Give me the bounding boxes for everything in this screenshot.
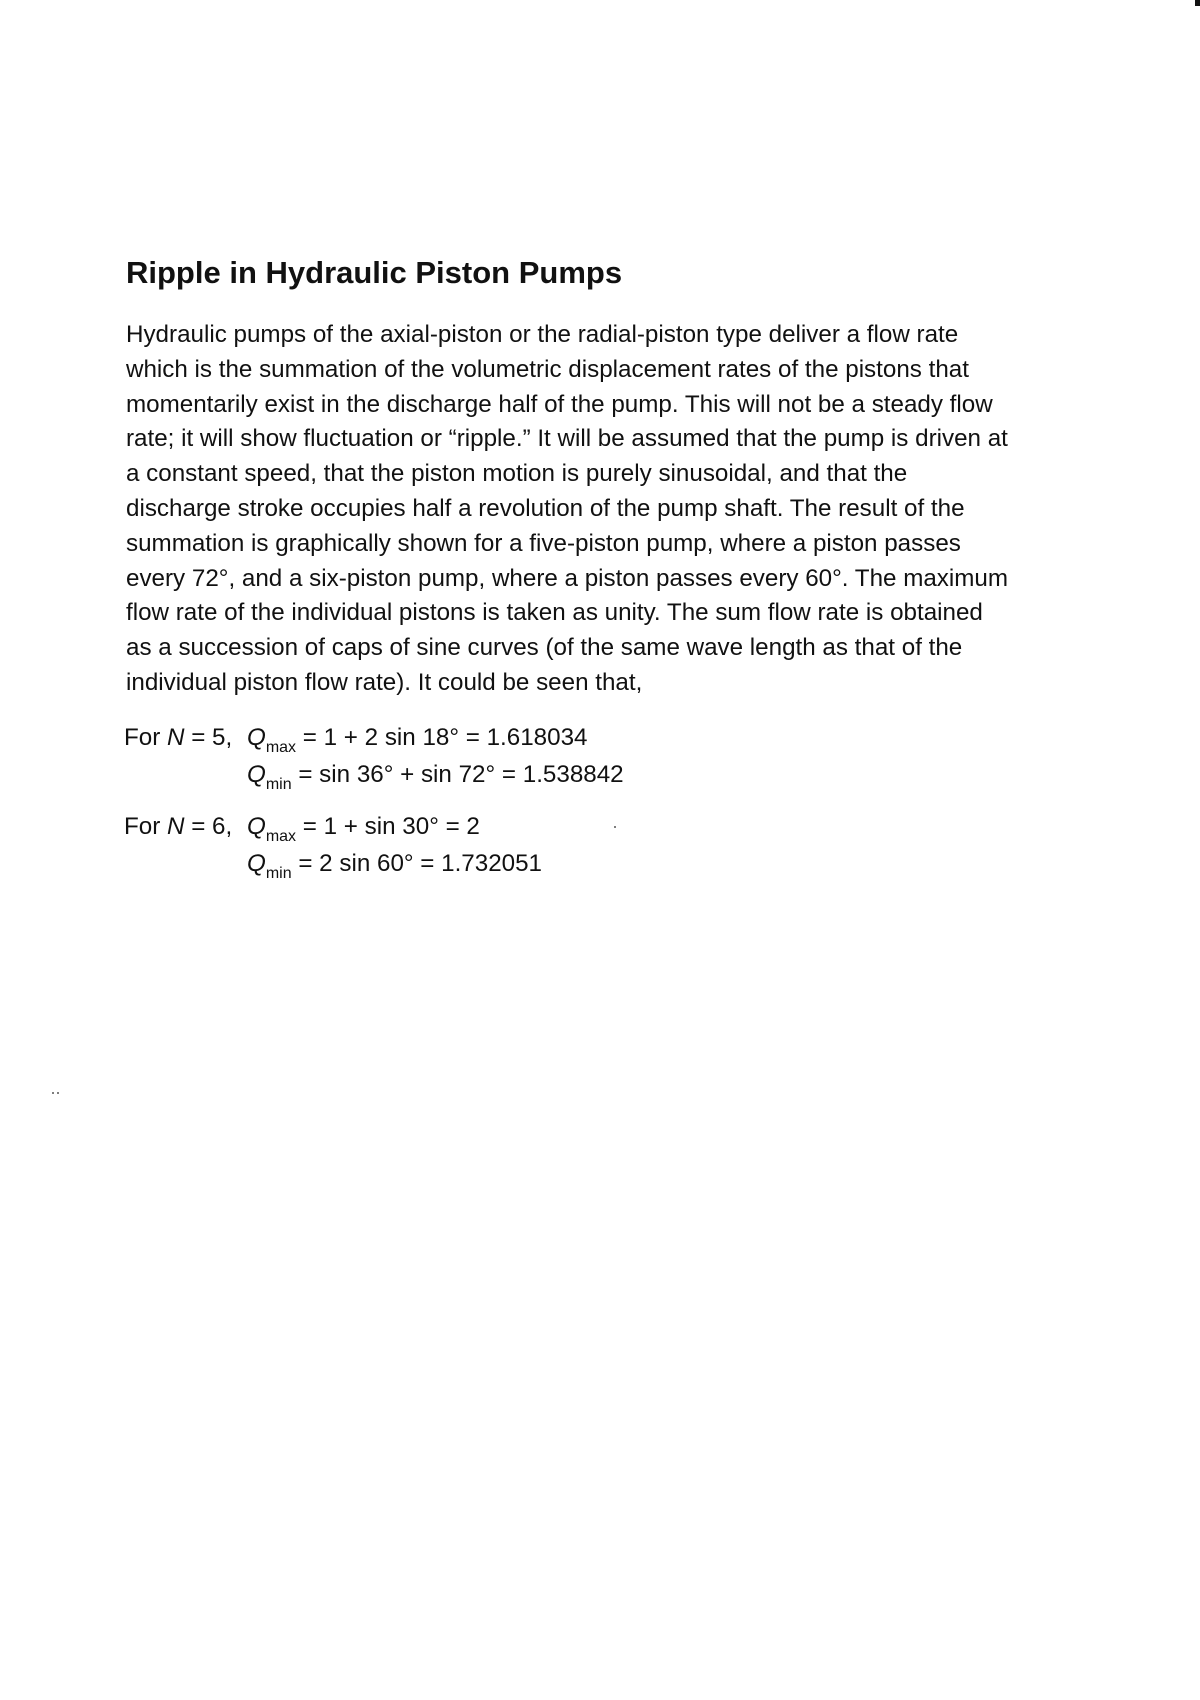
q-symbol: Q	[247, 850, 266, 877]
paragraph-line: Hydraulic pumps of the axial-piston or the radial-piston type deliver a flow rate	[126, 321, 959, 348]
equation-qmax-n5	[124, 719, 624, 756]
equation-qmin-n5	[124, 756, 624, 793]
qmin-expression: = 2 sin 60° = 1.732051	[291, 850, 543, 877]
scan-speck	[52, 1092, 54, 1094]
equation-qmin-n6	[124, 845, 542, 882]
q-symbol: Q	[247, 761, 266, 788]
paragraph-line: summation is graphically shown for a five-piston pump, where a piston passes	[126, 529, 961, 557]
min-subscript: min	[265, 865, 292, 882]
max-subscript: max	[265, 739, 297, 756]
for-label: For	[124, 724, 161, 751]
n-symbol: N	[167, 724, 185, 751]
equation-lead	[124, 719, 247, 756]
paragraph-line: which is the summation of the volumetric displacement rates of the pistons that	[126, 355, 969, 383]
qmax-expression: = 1 + sin 30° = 2	[296, 813, 480, 840]
n-value: = 5,	[184, 724, 233, 751]
scan-corner-mark	[1195, 0, 1200, 6]
paragraph-line: every 72°, and a six-piston pump, where a piston passes every 60°. The maximum	[126, 564, 1009, 592]
paragraph-line: flow rate of the individual pistons is taken as unity. The sum flow rate is obtained	[126, 599, 983, 627]
paragraph-line: momentarily exist in the discharge half of the pump. This will not be a steady flow	[126, 390, 993, 418]
q-symbol: Q	[247, 724, 266, 751]
body-paragraph	[126, 318, 1086, 701]
equation-block-n6	[124, 808, 542, 882]
paragraph-line: a constant speed, that the piston motion is purely sinusoidal, and that the	[126, 460, 908, 488]
qmin-expression: = sin 36° + sin 72° = 1.538842	[291, 761, 624, 788]
max-subscript: max	[265, 828, 297, 845]
paragraph-line: individual piston flow rate). It could be seen that,	[126, 668, 643, 696]
n-value: = 6,	[184, 813, 233, 840]
for-label: For	[124, 813, 161, 840]
n-symbol: N	[167, 813, 185, 840]
equation-lead	[124, 808, 247, 845]
min-subscript: min	[265, 776, 292, 793]
paragraph-line: rate; it will show fluctuation or “ripple.” It will be assumed that the pump is driven at	[126, 425, 1008, 453]
equation-block-n5	[124, 719, 624, 793]
document-title: Ripple in Hydraulic Piston Pumps	[126, 255, 623, 290]
qmax-expression: = 1 + 2 sin 18° = 1.618034	[296, 724, 588, 751]
scan-speck	[57, 1092, 59, 1094]
scan-speck	[614, 826, 616, 828]
equation-qmax-n6	[124, 808, 542, 845]
q-symbol: Q	[247, 813, 266, 840]
paragraph-line: as a succession of caps of sine curves (of the same wave length as that of the	[126, 634, 963, 662]
paragraph-line: discharge stroke occupies half a revolution of the pump shaft. The result of the	[126, 494, 965, 522]
